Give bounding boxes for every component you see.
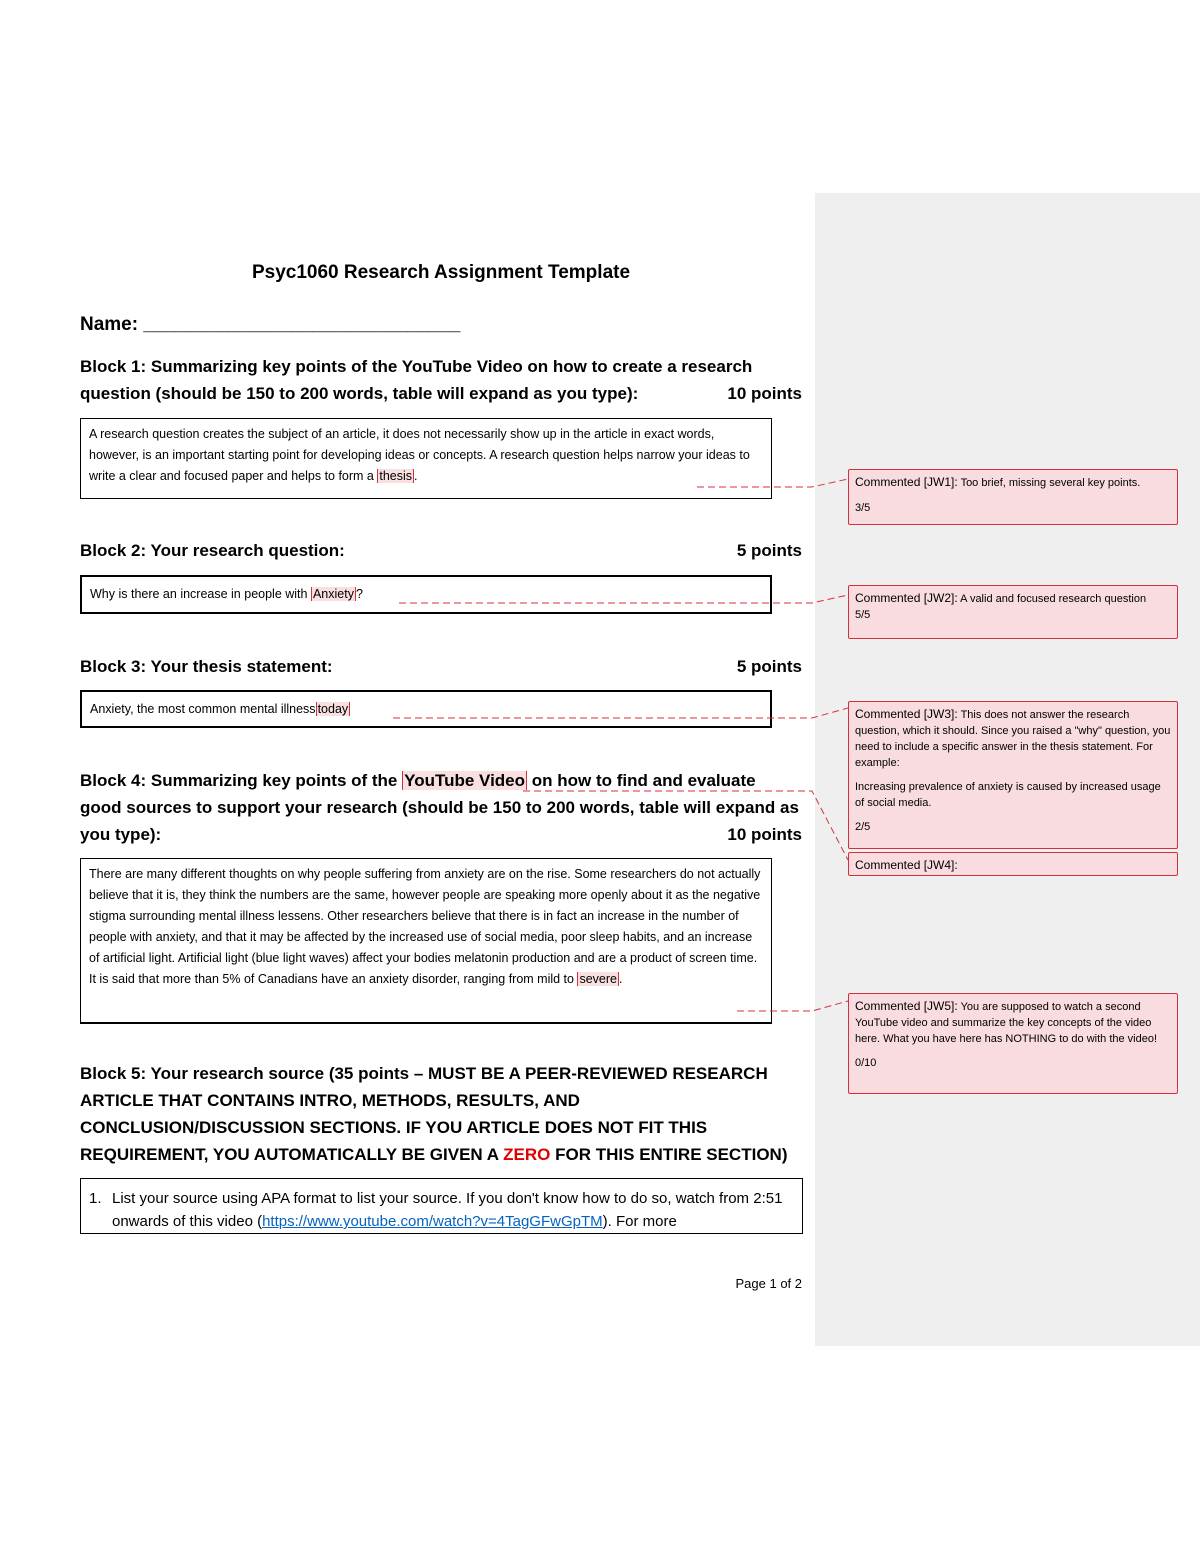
comment-jw2[interactable] <box>848 585 1178 639</box>
comment-jw3[interactable] <box>848 701 1178 849</box>
block2-highlight-anxiety[interactable]: Anxiety <box>312 587 354 601</box>
comment-text: A valid and focused research question <box>960 593 1147 605</box>
page-number: Page 1 of 2 <box>735 1276 802 1291</box>
block4-heading-pre: Block 4: Summarizing key points of the <box>80 771 398 790</box>
block4-highlight-youtube-video[interactable]: YouTube Video <box>404 771 526 790</box>
block2-answer-text: Why is there an increase in people with <box>90 587 308 601</box>
comment-label: Commented [JW1]: <box>855 475 958 489</box>
block3-heading <box>80 653 802 680</box>
block4-heading-post: on how to find and evaluate <box>531 771 756 790</box>
comment-score: 3/5 <box>855 502 871 514</box>
comment-jw1[interactable] <box>848 469 1178 525</box>
comment-score: 5/5 <box>855 609 871 621</box>
block2-points: 5 points <box>736 541 802 560</box>
block5-item-text-end: ). For more <box>602 1213 677 1230</box>
name-field <box>80 314 460 336</box>
name-label: Name: <box>80 314 139 335</box>
block1-heading <box>80 353 802 407</box>
block5-item-text: List your source using APA format to list your source. If you don't know how to do so, watch from 2:51 onwards of this video ( <box>112 1190 783 1230</box>
block5-zero: ZERO <box>503 1145 551 1164</box>
comment-example: Increasing prevalence of anxiety is caused by increased usage of social media. <box>855 781 1161 809</box>
comment-score: 0/10 <box>855 1057 877 1069</box>
comment-jw4[interactable] <box>848 852 1178 876</box>
block1-answer-end: . <box>414 469 418 483</box>
block4-points: 10 points <box>727 825 802 844</box>
block4-answer-end: . <box>619 972 623 986</box>
block4-answer-text: There are many different thoughts on why people suffering from anxiety are on the rise. Some researchers do not actually believe that it is, they think the numbers are the same, however people are speaking more openly about it as the negative stigma surrounding mental illness lessens. Other researchers believe that there is in fact an increase in the number of people with anxiety, and that it may be affected by the increased use of social media, poor sleep habits, and an increase of artificial light. Artificial light (blue light waves) affect your bodies melatonin production and are a product of screen time. It is said that more than 5% of Canadians have an anxiety disorder, ranging from mild to <box>89 867 761 986</box>
block3-answer-box[interactable] <box>80 690 772 728</box>
block1-answer-box[interactable] <box>80 418 772 499</box>
comment-score: 2/5 <box>855 821 871 833</box>
comment-label: Commented [JW4]: <box>855 858 958 872</box>
block5-heading-pre: Block 5: Your research source (35 points – MUST BE A PEER-REVIEWED RESEARCH ARTICLE THAT CONTAINS INTRO, METHODS, RESULTS, AND CONCLUSION/DISCUSSION SECTIONS. IF YOU ARTICLE DOES NOT FIT THIS REQUIREMENT, YOU AUTOMATICALLY BE GIVEN A <box>80 1064 768 1164</box>
block4-answer-box[interactable] <box>80 858 772 1024</box>
block5-heading <box>80 1060 802 1168</box>
block4-heading <box>80 767 802 848</box>
comment-label: Commented [JW2]: <box>855 591 958 605</box>
comment-text: Too brief, missing several key points. <box>960 477 1141 489</box>
block1-heading-line1: Block 1: Summarizing key points of the YouTube Video on how to create a research <box>80 357 753 376</box>
block2-answer-end: ? <box>355 587 363 601</box>
block1-highlight-thesis[interactable]: thesis <box>379 469 413 483</box>
block3-answer-text: Anxiety, the most common mental illness <box>90 702 316 716</box>
comment-text: You are supposed to watch a second YouTube video and summarize the key concepts of the video here. What you have here has NOTHING to do with the video! <box>855 1001 1158 1045</box>
document-title: Psyc1060 Research Assignment Template <box>251 262 631 283</box>
block4-heading-line2: good sources to support your research (should be 150 to 200 words, table will expand as <box>80 798 799 817</box>
block5-answer-box[interactable] <box>80 1178 803 1234</box>
block2-heading <box>80 537 802 564</box>
block3-points: 5 points <box>736 657 802 676</box>
block5-heading-post: FOR THIS ENTIRE SECTION) <box>555 1145 788 1164</box>
block1-heading-line2: question (should be 150 to 200 words, table will expand as you type): <box>80 384 639 403</box>
block1-points: 10 points <box>727 384 802 403</box>
apa-video-link[interactable]: https://www.youtube.com/watch?v=4TagGFwGpTM <box>262 1213 603 1230</box>
block4-highlight-severe[interactable]: severe <box>579 972 618 986</box>
block3-highlight-today[interactable]: today <box>317 702 349 716</box>
comment-label: Commented [JW3]: <box>855 707 958 721</box>
comment-jw5[interactable] <box>848 993 1178 1094</box>
block2-answer-box[interactable] <box>80 575 772 614</box>
comment-label: Commented [JW5]: <box>855 999 958 1013</box>
block4-heading-line3: you type): <box>80 825 162 844</box>
block1-answer-text: A research question creates the subject of an article, it does not necessarily show up in the article in exact words, however, is an important starting point for developing ideas or concepts. A research question helps narrow your ideas to write a clear and focused paper and helps to form a <box>89 427 750 483</box>
name-line: ______________________________ <box>143 314 461 335</box>
block5-item-number: 1. <box>89 1190 102 1207</box>
comment-text: This does not answer the research question, which it should. Since you raised a "why" question, you need to include a specific answer in the thesis statement. For example: <box>855 709 1171 769</box>
block3-heading-text: Block 3: Your thesis statement: <box>80 657 333 676</box>
block2-heading-text: Block 2: Your research question: <box>80 541 345 560</box>
